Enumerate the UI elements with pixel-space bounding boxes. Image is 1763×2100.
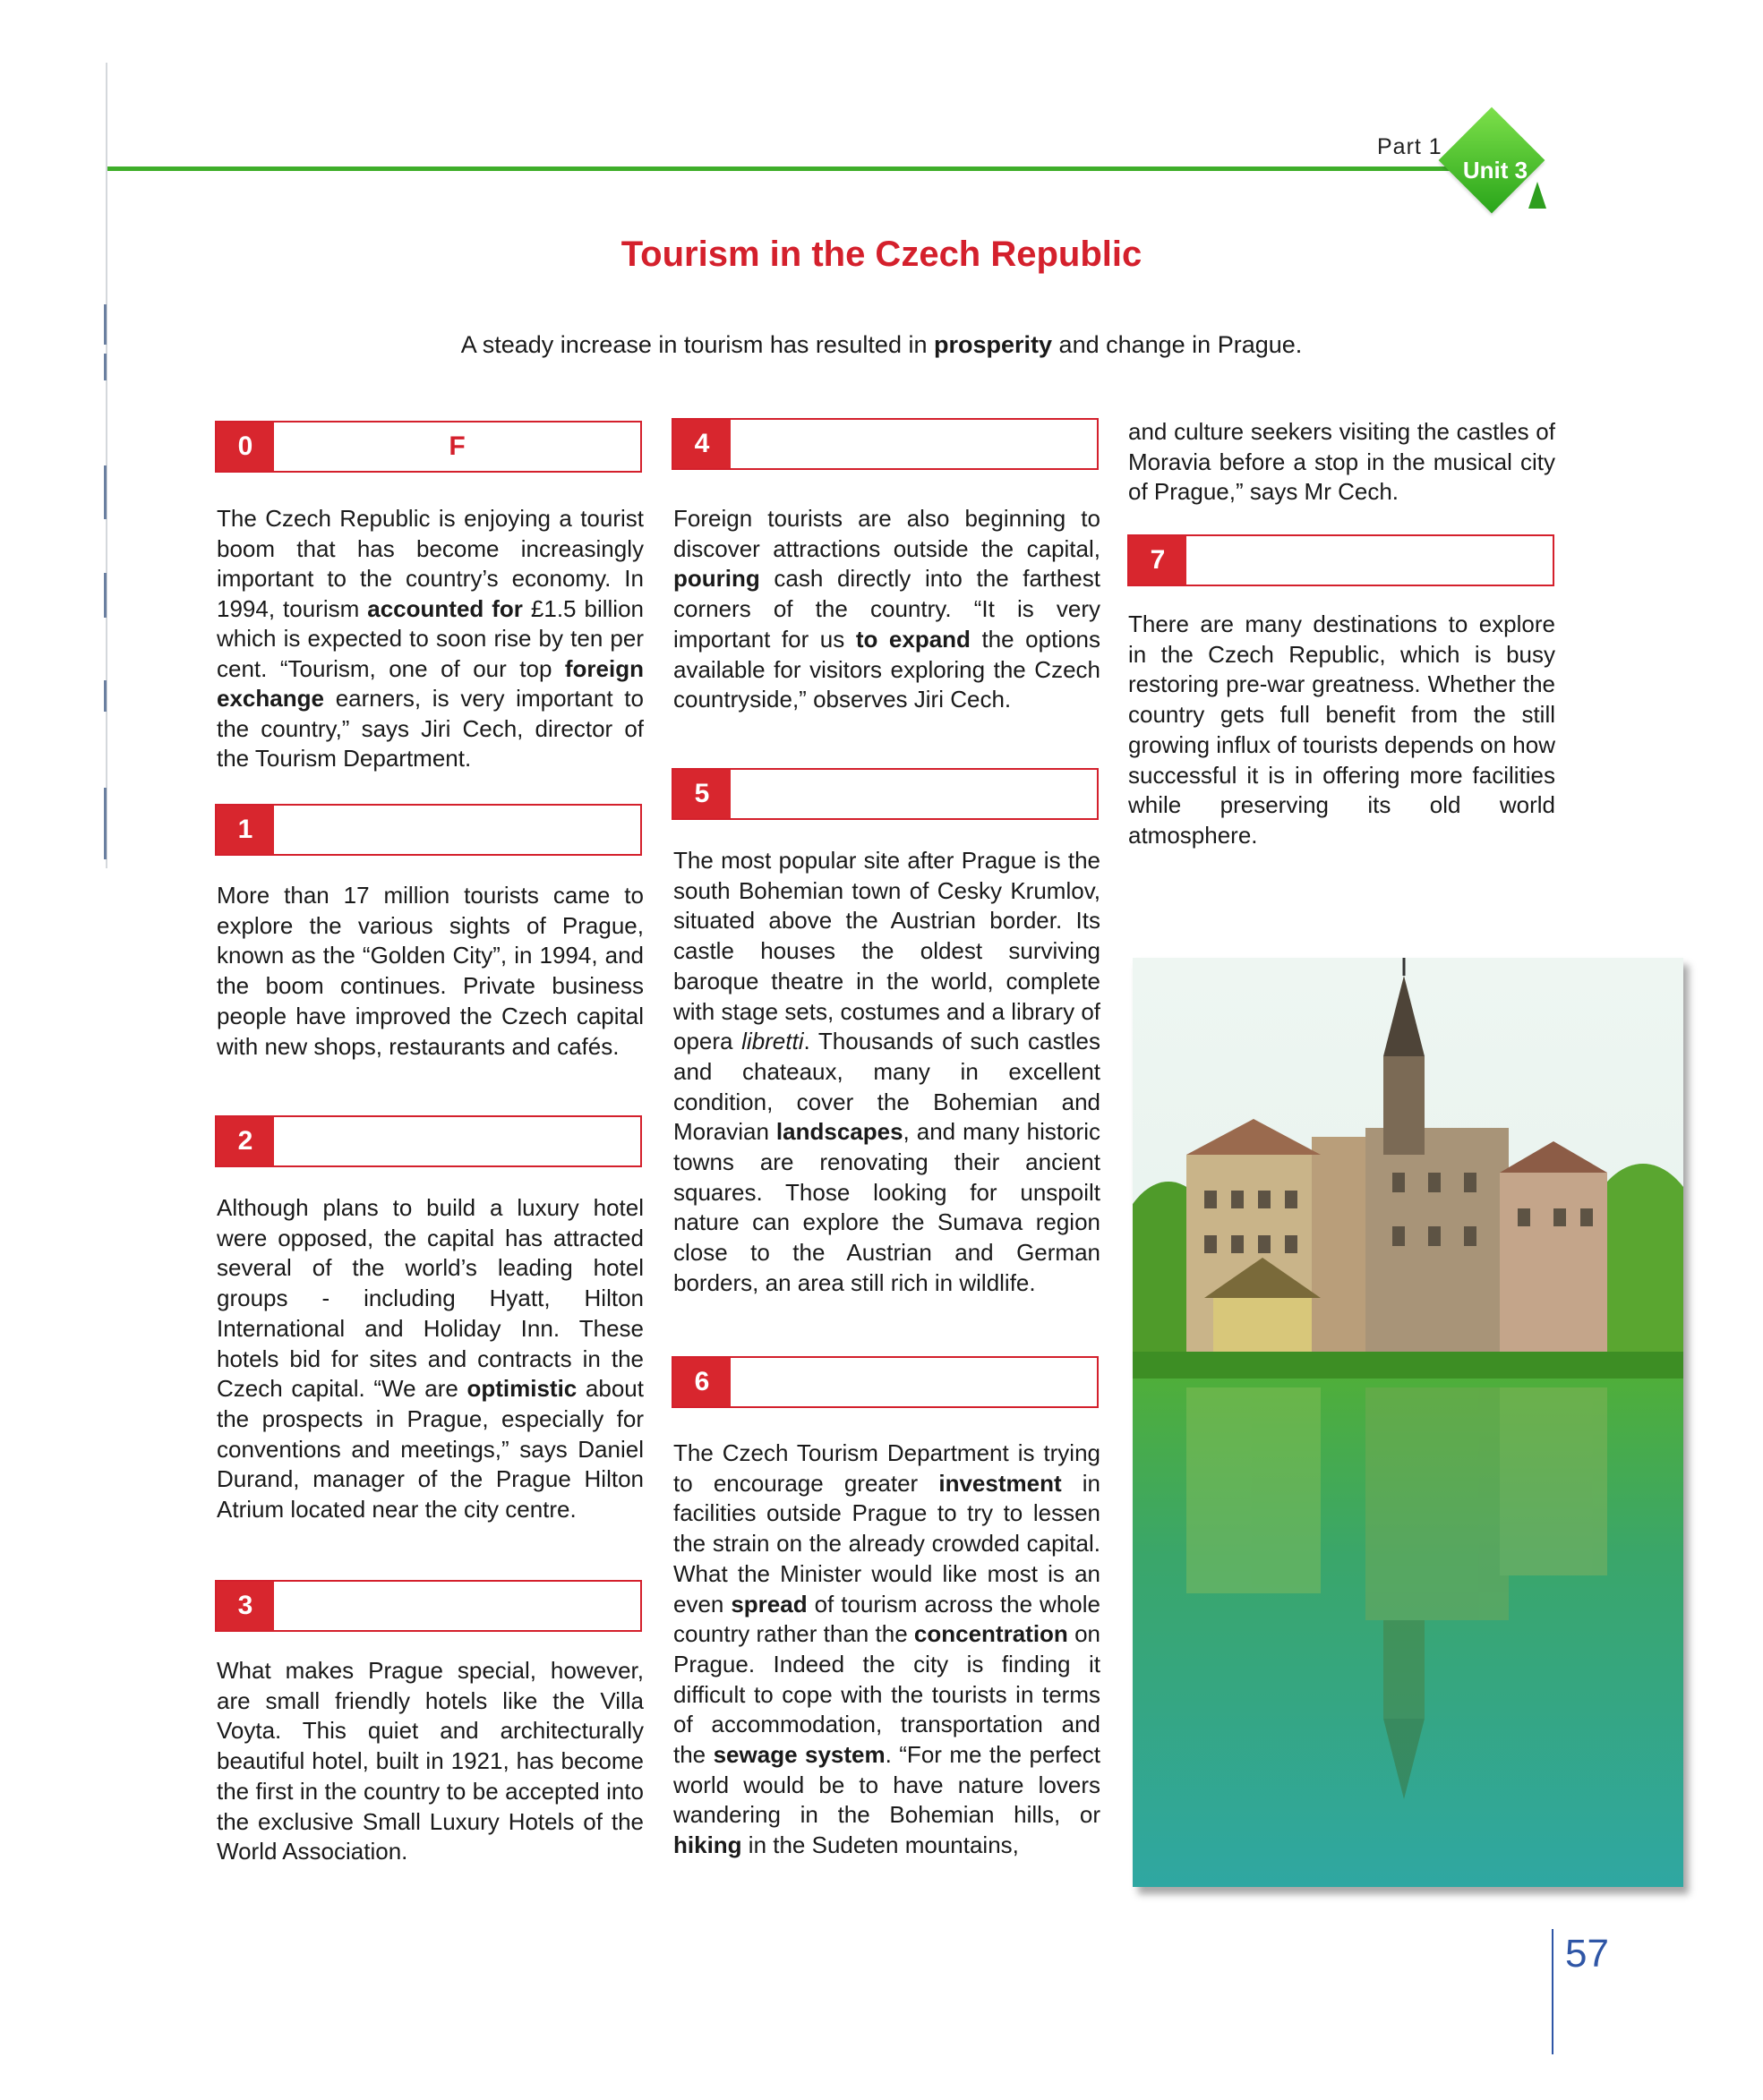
text-run: Although plans to build a luxury hotel were opposed, the capital has attracted several of the world’s leading hotel groups - including Hyatt, Hilton International and Holiday Inn. These hotels bid for sites and contracts in the Czech capital. “We are [217, 1194, 644, 1403]
page-number-bar [1552, 1929, 1553, 2054]
text-run: The Czech Republic is enjoying a tourist boom that has become increasingly important to the country’s economy. In 1994, tourism [217, 505, 644, 622]
section-6-continued-text [1128, 417, 1555, 508]
bold-term: hiking [673, 1831, 742, 1859]
section-2-number: 2 [217, 1117, 274, 1165]
bold-term: spread [731, 1590, 808, 1618]
bold-term: pouring [673, 565, 760, 593]
section-7-answer[interactable] [1186, 536, 1553, 585]
text-run: Foreign tourists are also beginning to discover attractions outside the capital, [673, 505, 1100, 562]
subtitle-text-start: A steady increase in tourism has resulted in [460, 331, 934, 358]
bold-term: concentration [913, 1620, 1068, 1648]
italic-term: libretti [741, 1028, 804, 1055]
text-run: The Czech Tourism Department is trying to encourage greater [673, 1439, 1100, 1497]
section-2-answer[interactable] [274, 1117, 640, 1165]
section-5-text [673, 846, 1100, 1299]
page-title: Tourism in the Czech Republic [620, 235, 1143, 274]
section-6-answer[interactable] [731, 1358, 1097, 1406]
text-run: and culture seekers visiting the castles of Moravia before a stop in the musical city of Prague,” says Mr Cech. [1128, 418, 1555, 506]
text-run: of tourism across the whole country rather than the [673, 1590, 1100, 1648]
section-7-text [1128, 610, 1555, 851]
text-run: on Prague. Indeed the city is finding it difficult to cope with the tourists in terms of accommodation, transportation and the [673, 1620, 1100, 1769]
text-run: . Thousands of such castles and chateaux, many in excellent condition, cover the Bohemian and Moravian [673, 1028, 1100, 1146]
section-6-answer-box[interactable] [672, 1356, 1099, 1408]
subtitle-bold-word: prosperity [934, 331, 1053, 358]
bold-term: investment [938, 1469, 1062, 1497]
section-4-text [673, 504, 1100, 715]
section-1-number: 1 [217, 806, 274, 854]
section-3-answer-box[interactable] [215, 1580, 642, 1632]
section-3-text [217, 1656, 644, 1867]
text-run: in the Sudeten mountains, [741, 1831, 1019, 1859]
unit-badge-tail [1528, 182, 1546, 209]
town-photo-illustration [1133, 958, 1683, 1887]
section-4-answer[interactable] [731, 420, 1097, 468]
section-0-text [217, 504, 644, 774]
page-number: 57 [1565, 1932, 1609, 1976]
text-run: cash directly into the farthest corners of the country. “It is very important for us [673, 565, 1100, 653]
text-run: What makes Prague special, however, are small friendly hotels like the Villa Voyta. This quiet and architecturally beautiful hotel, built in 1921, has become the first in the country to be accepted into the exclusive Small Luxury Hotels of the World Association. [217, 1657, 644, 1865]
section-5-answer[interactable] [731, 770, 1097, 818]
unit-label: Unit 3 [1462, 157, 1528, 184]
section-4-answer-box[interactable] [672, 418, 1099, 470]
section-1-text [217, 881, 644, 1062]
text-run: , and many historic towns are renovating their ancient squares. Those looking for unspoilt nature can explore the Sumava region close to the Austrian and German borders, an area still rich in wildlife. [673, 1118, 1100, 1296]
text-run: the options available for visitors exploring the Czech countryside,” observes Jiri Cech. [673, 625, 1100, 713]
section-3-answer[interactable] [274, 1582, 640, 1630]
bold-term: landscapes [775, 1118, 903, 1146]
text-run: £1.5 billion which is expected to soon rise by ten per cent. “Tourism, one of our top [217, 594, 644, 682]
text-run: More than 17 million tourists came to explore the various sights of Prague, known as the “Golden City”, in 1994, and the boom continues. Private business people have improved the Czech capital with new shops, restaurants and cafés. [217, 882, 644, 1060]
subtitle-text-end: and change in Prague. [1052, 331, 1303, 358]
section-4-number: 4 [673, 420, 731, 468]
part-label: Part 1 [1377, 134, 1442, 159]
text-run: The most popular site after Prague is the south Bohemian town of Cesky Krumlov, situated above the Austrian border. Its castle houses the oldest surviving baroque theatre in the world, complete with stage sets, costumes and a library of opera [673, 847, 1100, 1055]
section-1-answer[interactable] [274, 806, 640, 854]
bold-term: sewage system [713, 1741, 886, 1769]
bold-term: to expand [855, 625, 971, 653]
town-reflection-photo [1133, 958, 1683, 1887]
section-7-number: 7 [1129, 536, 1186, 585]
header-rule [107, 166, 1477, 171]
section-0-answer-box[interactable] [215, 421, 642, 473]
text-run: about the prospects in Prague, especially for conventions and meetings,” says Daniel Durand, manager of the Prague Hilton Atrium located near the city centre. [217, 1375, 644, 1524]
text-run: in facilities outside Prague to try to lessen the strain on the already crowded capital. What the Minister would like most is an even [673, 1469, 1100, 1618]
page-subtitle [0, 331, 1763, 359]
section-1-answer-box[interactable] [215, 804, 642, 856]
bold-term: optimistic [466, 1375, 578, 1403]
text-run: There are many destinations to explore in the Czech Republic, which is busy restoring pre-war greatness. Whether the country gets full benefit from the still growing influx of tourists depends on how successful it is in offering more facilities while preserving its old world atmosphere. [1128, 610, 1555, 849]
text-run: . “For me the perfect world would be to have nature lovers wandering in the Bohemian hills, or [673, 1741, 1100, 1829]
section-5-number: 5 [673, 770, 731, 818]
section-3-number: 3 [217, 1582, 274, 1630]
section-7-answer-box[interactable] [1127, 534, 1554, 586]
bold-term: accounted for [367, 594, 523, 622]
section-2-answer-box[interactable] [215, 1115, 642, 1167]
section-6-number: 6 [673, 1358, 731, 1406]
section-5-answer-box[interactable] [672, 768, 1099, 820]
section-2-text [217, 1193, 644, 1525]
section-0-number: 0 [217, 423, 274, 471]
text-run: earners, is very important to the country,” says Jiri Cech, director of the Tourism Department. [217, 685, 644, 772]
unit-badge [1443, 112, 1551, 219]
bold-term: foreign exchange [217, 654, 644, 712]
section-0-answer[interactable]: F [449, 431, 466, 461]
section-6-text [673, 1438, 1100, 1861]
